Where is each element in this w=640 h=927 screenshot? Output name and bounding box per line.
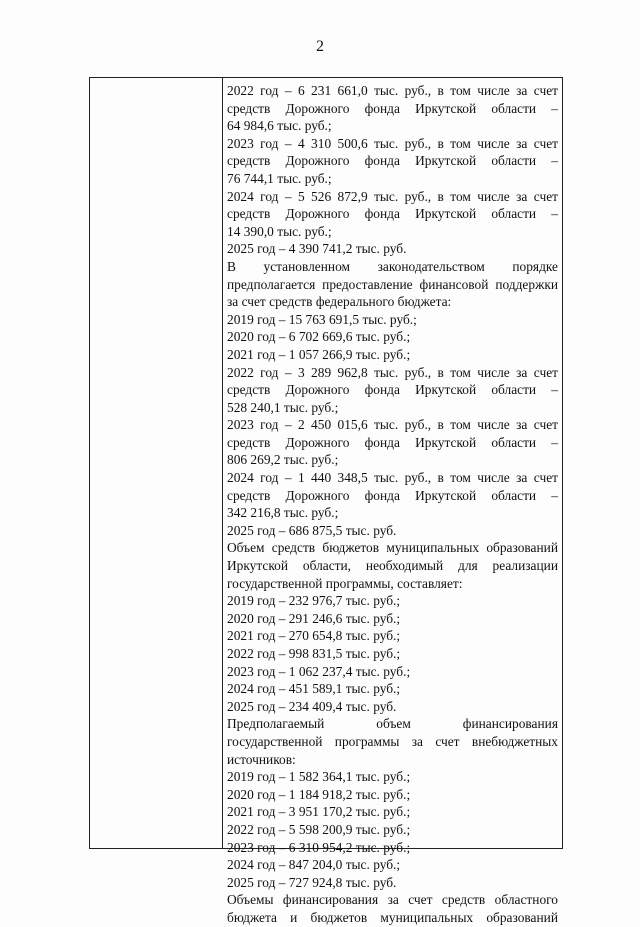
text-line: средств Дорожного фонда Иркутской области – xyxy=(227,434,558,450)
text-line: средств Дорожного фонда Иркутской области – xyxy=(227,206,558,222)
text-line: 342 216,8 тыс. руб.; xyxy=(227,505,339,521)
text-line: В установленном законодательством порядке xyxy=(227,258,558,274)
text-line: средств Дорожного фонда Иркутской области – xyxy=(227,100,558,116)
text-line: 2021 год – 1 057 266,9 тыс. руб.; xyxy=(227,346,411,362)
page-number: 2 xyxy=(316,38,324,55)
text-line: 2020 год – 1 184 918,2 тыс. руб.; xyxy=(227,786,411,802)
text-line: 2025 год – 234 409,4 тыс. руб. xyxy=(227,698,397,714)
text-line: за счет средств федерального бюджета: xyxy=(227,294,452,310)
text-line: 2020 год – 6 702 669,6 тыс. руб.; xyxy=(227,329,411,345)
text-line: 528 240,1 тыс. руб.; xyxy=(227,399,339,415)
text-line: средств Дорожного фонда Иркутской области – xyxy=(227,382,558,398)
text-line: 2019 год – 232 976,7 тыс. руб.; xyxy=(227,593,401,609)
text-line: Предполагаемый объем финансирования xyxy=(227,716,558,732)
table-left-cell xyxy=(90,78,223,848)
text-line: 2021 год – 3 951 170,2 тыс. руб.; xyxy=(227,804,411,820)
document-table xyxy=(89,77,563,925)
text-line: 2024 год – 5 526 872,9 тыс. руб., в том числе за счет xyxy=(227,188,558,204)
text-line: государственной программы за счет внебюджетных xyxy=(227,733,558,749)
text-line: 2020 год – 291 246,6 тыс. руб.; xyxy=(227,610,401,626)
text-line: 2023 год – 4 310 500,6 тыс. руб., в том числе за счет xyxy=(227,135,558,151)
table-right-cell xyxy=(223,78,562,925)
text-line: 2022 год – 998 831,5 тыс. руб.; xyxy=(227,646,401,661)
text-line: бюджета и бюджетов муниципальных образований xyxy=(227,909,558,925)
text-line: 2024 год – 847 204,0 тыс. руб.; xyxy=(227,857,401,873)
text-line: Иркутской области, необходимый для реализации xyxy=(227,558,558,574)
text-line: государственной программы, составляет: xyxy=(227,575,463,591)
text-line: 2022 год – 3 289 962,8 тыс. руб., в том числе за счет xyxy=(227,364,558,380)
text-line: 2019 год – 1 582 364,1 тыс. руб.; xyxy=(227,769,411,785)
text-line: 2025 год – 727 924,8 тыс. руб. xyxy=(227,874,397,890)
text-line: 2024 год – 1 440 348,5 тыс. руб., в том числе за счет xyxy=(227,470,558,486)
text-line: средств Дорожного фонда Иркутской области – xyxy=(227,487,558,503)
text-line: 2021 год – 270 654,8 тыс. руб.; xyxy=(227,628,401,644)
text-line: средств Дорожного фонда Иркутской области – xyxy=(227,153,558,169)
text-line: источников: xyxy=(227,751,296,767)
text-line: Объем средств бюджетов муниципальных образований xyxy=(227,540,558,556)
text-line: 2022 год – 5 598 200,9 тыс. руб.; xyxy=(227,821,411,837)
text-line: 2022 год – 6 231 661,0 тыс. руб., в том числе за счет xyxy=(227,83,558,98)
text-line: 2023 год – 6 310 954,2 тыс. руб.; xyxy=(227,839,411,855)
text-line: 2023 год – 1 062 237,4 тыс. руб.; xyxy=(227,663,411,679)
text-line: Объемы финансирования за счет средств областного xyxy=(227,892,558,908)
text-line: 14 390,0 тыс. руб.; xyxy=(227,223,332,239)
text-line: 2019 год – 15 763 691,5 тыс. руб.; xyxy=(227,311,417,327)
text-line: 2025 год – 686 875,5 тыс. руб. xyxy=(227,522,397,538)
text-line: предполагается предоставление финансовой поддержки xyxy=(227,276,558,292)
text-line: 2023 год – 2 450 015,6 тыс. руб., в том числе за счет xyxy=(227,417,558,433)
text-line: 806 269,2 тыс. руб.; xyxy=(227,452,339,468)
text-line: 2024 год – 451 589,1 тыс. руб.; xyxy=(227,681,401,697)
text-line: 76 744,1 тыс. руб.; xyxy=(227,170,332,186)
text-line: 64 984,6 тыс. руб.; xyxy=(227,118,332,134)
text-line: 2025 год – 4 390 741,2 тыс. руб. xyxy=(227,241,407,257)
